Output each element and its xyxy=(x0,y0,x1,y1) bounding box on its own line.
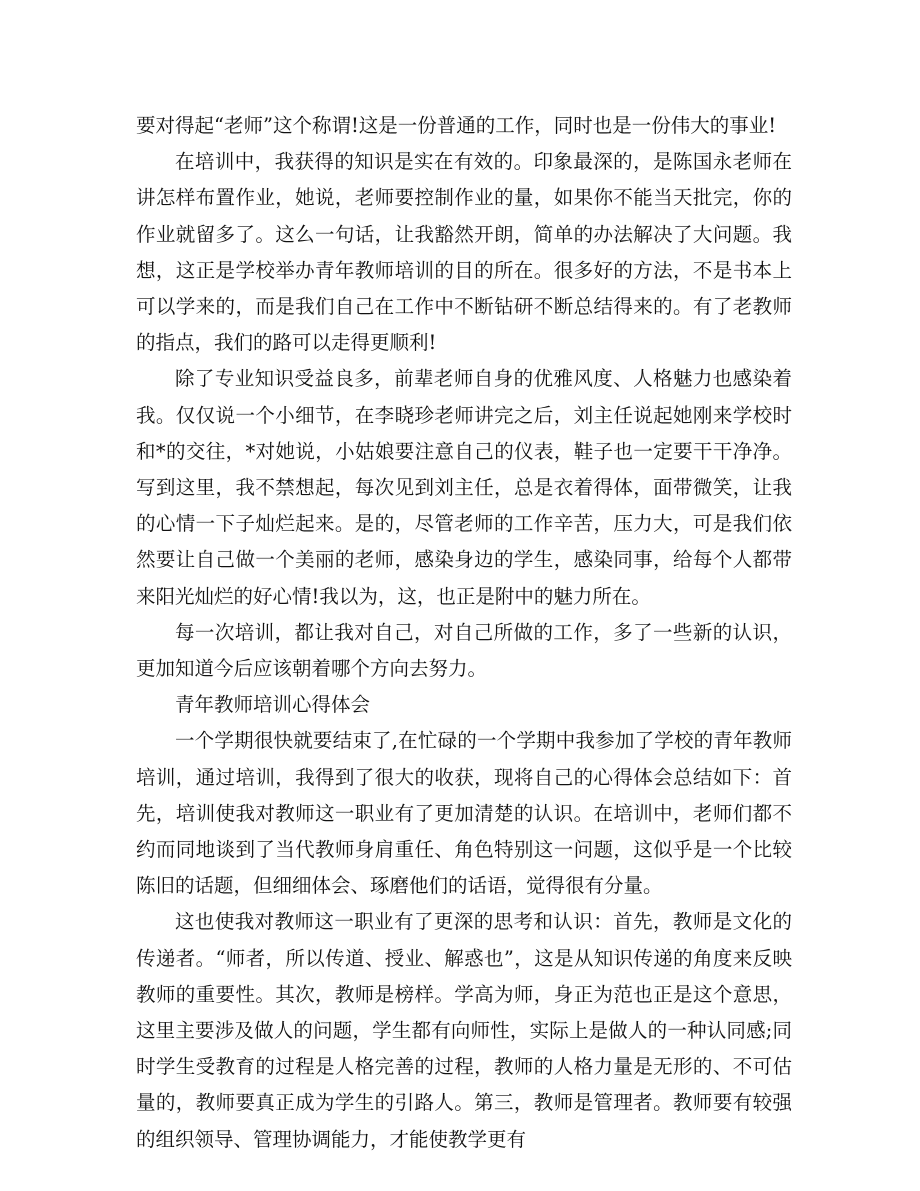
paragraph-continuation: 要对得起“老师”这个称谓!这是一份普通的工作，同时也是一份伟大的事业! xyxy=(136,114,777,137)
paragraph-teacher-roles: 这也使我对教师这一职业有了更深的思考和认识：首先，教师是文化的传递者。“师者，所以传道、授业、解惑也”，这是从知识传递的角度来反映教师的重要性。其次，教师是榜样。学高为师，身正为范也正是这个意思，这里主要涉及做人的问题，学生都有向师性，实际上是做人的一种认同感;同时学生受教育的过程是人格完善的过程，教师的人格力量是无形的、不可估量的，教师要真正成为学生的引路人。第三，教师是管理者。教师要有较强的组织领导、管理协调能力，才能使教学更有 xyxy=(136,910,792,1151)
paragraph-semester-summary: 一个学期很快就要结束了,在忙碌的一个学期中我参加了学校的青年教师培训，通过培训，我得到了很大的收获，现将自己的心得体会总结如下：首先，培训使我对教师这一职业有了更加清楚的认识。在培训中，老师们都不约而同地谈到了当代教师身肩重任、角色特别这一问题，这似乎是一个比较陈旧的话题，但细细体会、琢磨他们的话语，觉得很有分量。 xyxy=(136,729,792,898)
paragraph-new-understanding: 每一次培训，都让我对自己，对自己所做的工作，多了一些新的认识，更加知道今后应该朝着哪个方向去努力。 xyxy=(136,620,792,681)
document-page xyxy=(136,108,792,1158)
section-title: 青年教师培训心得体会 xyxy=(175,693,371,717)
paragraph-training-knowledge: 在培训中，我获得的知识是实在有效的。印象最深的，是陈国永老师在讲怎样布置作业，她说，老师要控制作业的量，如果你不能当天批完，你的作业就留多了。这么一句话，让我豁然开朗，简单的办法解决了大问题。我想，这正是学校举办青年教师培训的目的所在。很多好的方法，不是书本上可以学来的，而是我们自己在工作中不断钻研不断总结得来的。有了老教师的指点，我们的路可以走得更顺利! xyxy=(136,150,792,355)
paragraph-senior-teachers: 除了专业知识受益良多，前辈老师自身的优雅风度、人格魅力也感染着我。仅仅说一个小细节，在李晓珍老师讲完之后，刘主任说起她刚来学校时和*的交往，*对她说，小姑娘要注意自己的仪表，鞋子也一定要干干净净。写到这里，我不禁想起，每次见到刘主任，总是衣着得体，面带微笑，让我的心情一下子灿烂起来。是的，尽管老师的工作辛苦，压力大，可是我们依然要让自己做一个美丽的老师，感染身边的学生，感染同事，给每个人都带来阳光灿烂的好心情!我以为，这，也正是附中的魅力所在。 xyxy=(136,367,792,608)
